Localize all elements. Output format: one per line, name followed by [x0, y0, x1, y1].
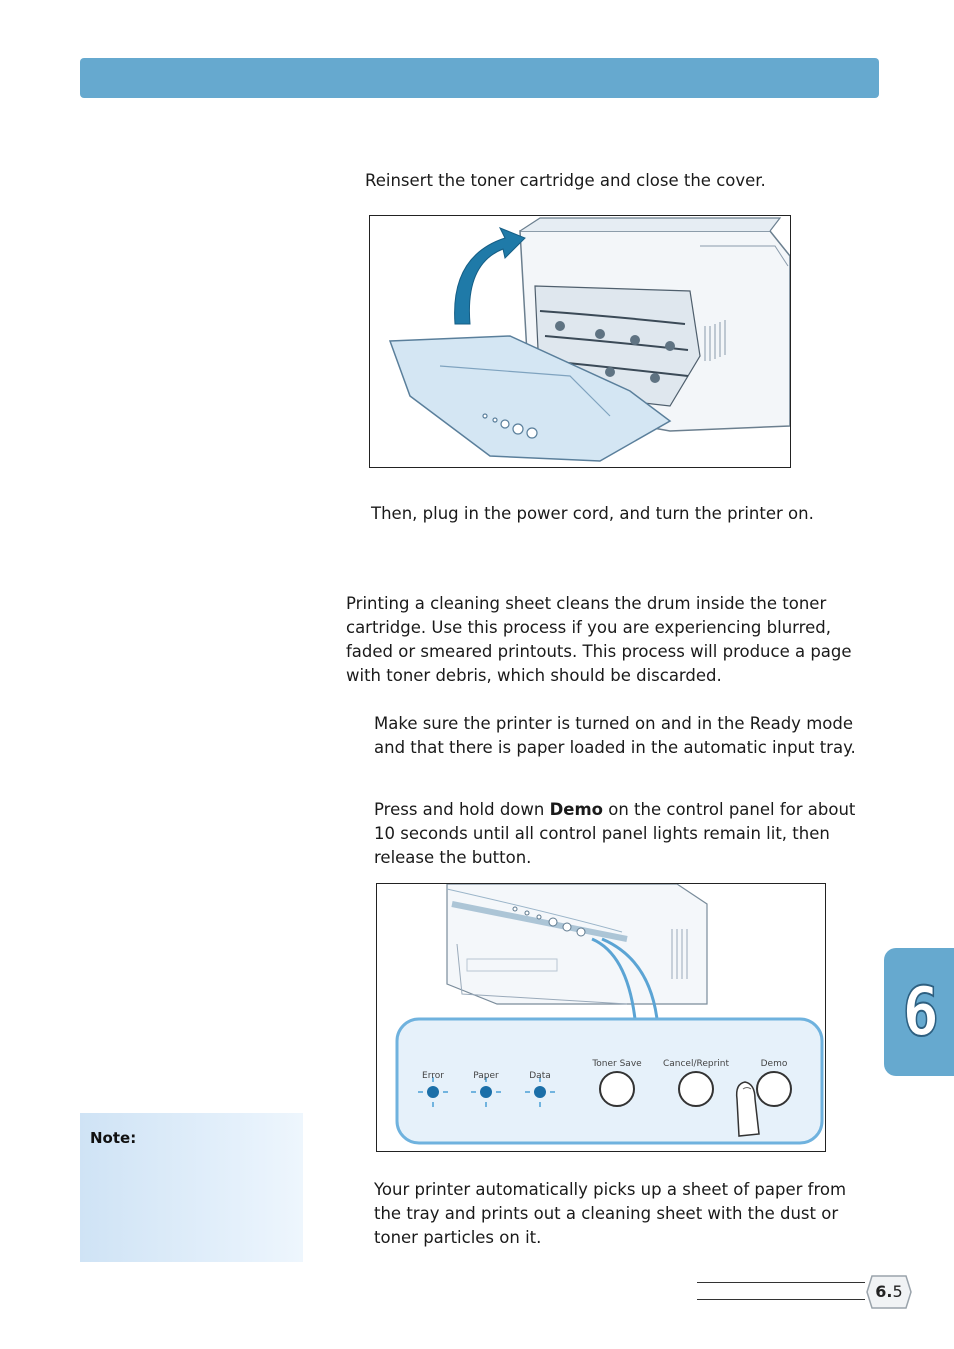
cleaning-intro-text: Printing a cleaning sheet cleans the drum inside the toner cartridge. Use this process if you are experiencing blurred, faded or smeared printouts. This process will produce a page with toner debris, which should be discarded.	[346, 594, 852, 685]
header-bar	[80, 58, 879, 98]
close-cover-illustration	[369, 215, 791, 468]
page-chapter: 6.	[875, 1282, 893, 1301]
page-index: 5	[892, 1282, 903, 1301]
button-label-cancel-reprint: Cancel/Reprint	[662, 1059, 730, 1069]
led-label-paper: Paper	[473, 1071, 499, 1081]
printer-cover-drawing	[370, 216, 790, 467]
step-ready-text: Make sure the printer is turned on and in the Ready mode and that there is paper loaded in the automatic input tray.	[374, 714, 856, 757]
page-number	[866, 1282, 912, 1301]
step-press-before: Press and hold down	[374, 800, 550, 819]
note-box	[80, 1113, 303, 1262]
step-reinsert-text: Reinsert the toner cartridge and close the cover.	[365, 171, 766, 190]
cancel-reprint-button	[679, 1072, 713, 1106]
step-press-after: on the control panel for about 10 seconds until all control panel lights remain lit, then release the button.	[374, 800, 856, 867]
led-label-data: Data	[529, 1071, 551, 1081]
led-label-error: Error	[422, 1071, 444, 1081]
button-label-toner-save: Toner Save	[592, 1059, 642, 1069]
footer-rule-top	[697, 1282, 865, 1283]
step-result-text: Your printer automatically picks up a sheet of paper from the tray and prints out a cleaning sheet with the dust or toner particles on it.	[374, 1180, 847, 1247]
button-label-demo: Demo	[760, 1059, 788, 1069]
page-number-badge	[866, 1274, 912, 1310]
step-press-text	[374, 798, 874, 870]
demo-button	[757, 1072, 791, 1106]
footer-rule-bottom	[697, 1299, 865, 1300]
control-panel-drawing	[377, 884, 825, 1151]
step-power-text: Then, plug in the power cord, and turn the printer on.	[371, 504, 814, 523]
chapter-number: 6	[902, 972, 937, 1052]
control-panel-illustration	[376, 883, 826, 1152]
chapter-tab	[884, 948, 954, 1076]
note-label: Note:	[90, 1129, 137, 1147]
toner-save-button	[600, 1072, 634, 1106]
demo-keyword: Demo	[549, 800, 604, 819]
